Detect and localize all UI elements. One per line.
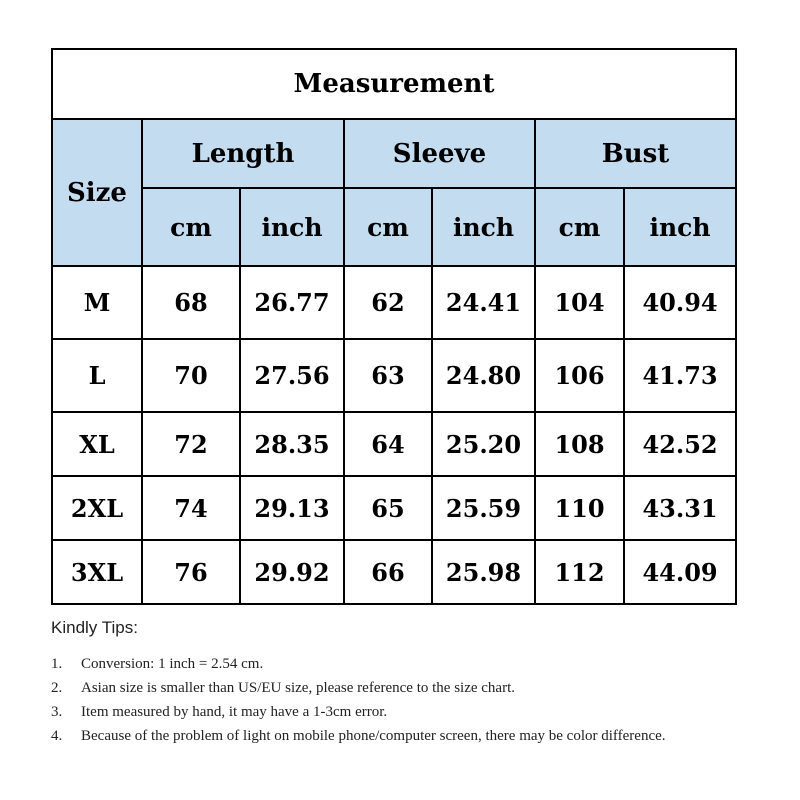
value-cell: 40.94	[624, 266, 736, 339]
group-header-sleeve: Sleeve	[344, 119, 535, 188]
list-number: 3.	[51, 704, 63, 720]
table-row	[52, 476, 736, 540]
value-cell: 106	[535, 339, 624, 412]
unit-header: inch	[240, 188, 344, 266]
list-item	[51, 676, 771, 700]
size-chart	[51, 48, 735, 605]
value-cell: 25.59	[432, 476, 535, 540]
tips-section	[51, 618, 771, 748]
unit-header: cm	[344, 188, 432, 266]
value-cell: 104	[535, 266, 624, 339]
value-cell: 74	[142, 476, 240, 540]
size-table	[51, 48, 737, 605]
value-cell: 70	[142, 339, 240, 412]
value-cell: 72	[142, 412, 240, 476]
table-row	[52, 412, 736, 476]
value-cell: 62	[344, 266, 432, 339]
value-cell: 24.41	[432, 266, 535, 339]
list-item	[51, 724, 771, 748]
value-cell: 42.52	[624, 412, 736, 476]
group-header-bust: Bust	[535, 119, 736, 188]
group-header-length: Length	[142, 119, 344, 188]
table-title: Measurement	[52, 49, 736, 119]
value-cell: 29.92	[240, 540, 344, 604]
size-cell: 2XL	[52, 476, 142, 540]
size-cell: XL	[52, 412, 142, 476]
unit-header: inch	[432, 188, 535, 266]
list-item	[51, 700, 771, 724]
value-cell: 29.13	[240, 476, 344, 540]
tips-title: Kindly Tips:	[51, 618, 138, 637]
value-cell: 24.80	[432, 339, 535, 412]
value-cell: 25.98	[432, 540, 535, 604]
value-cell: 66	[344, 540, 432, 604]
list-number: 4.	[51, 728, 63, 744]
value-cell: 110	[535, 476, 624, 540]
list-text: Item measured by hand, it may have a 1-3cm error.	[81, 704, 388, 720]
value-cell: 28.35	[240, 412, 344, 476]
value-cell: 26.77	[240, 266, 344, 339]
table-row	[52, 339, 736, 412]
unit-header: cm	[535, 188, 624, 266]
size-header: Size	[52, 119, 142, 266]
size-cell: 3XL	[52, 540, 142, 604]
unit-header: cm	[142, 188, 240, 266]
value-cell: 65	[344, 476, 432, 540]
size-cell: M	[52, 266, 142, 339]
list-number: 2.	[51, 680, 63, 696]
value-cell: 27.56	[240, 339, 344, 412]
value-cell: 43.31	[624, 476, 736, 540]
value-cell: 25.20	[432, 412, 535, 476]
tips-list	[51, 652, 771, 748]
size-cell: L	[52, 339, 142, 412]
table-row	[52, 266, 736, 339]
list-text: Conversion: 1 inch = 2.54 cm.	[81, 656, 264, 672]
value-cell: 108	[535, 412, 624, 476]
unit-header: inch	[624, 188, 736, 266]
table-row	[52, 540, 736, 604]
list-item	[51, 652, 771, 676]
value-cell: 64	[344, 412, 432, 476]
value-cell: 44.09	[624, 540, 736, 604]
list-text: Asian size is smaller than US/EU size, please reference to the size chart.	[81, 680, 515, 696]
value-cell: 112	[535, 540, 624, 604]
value-cell: 68	[142, 266, 240, 339]
list-text: Because of the problem of light on mobile phone/computer screen, there may be color difference.	[81, 728, 666, 744]
value-cell: 76	[142, 540, 240, 604]
list-number: 1.	[51, 656, 63, 672]
value-cell: 63	[344, 339, 432, 412]
value-cell: 41.73	[624, 339, 736, 412]
